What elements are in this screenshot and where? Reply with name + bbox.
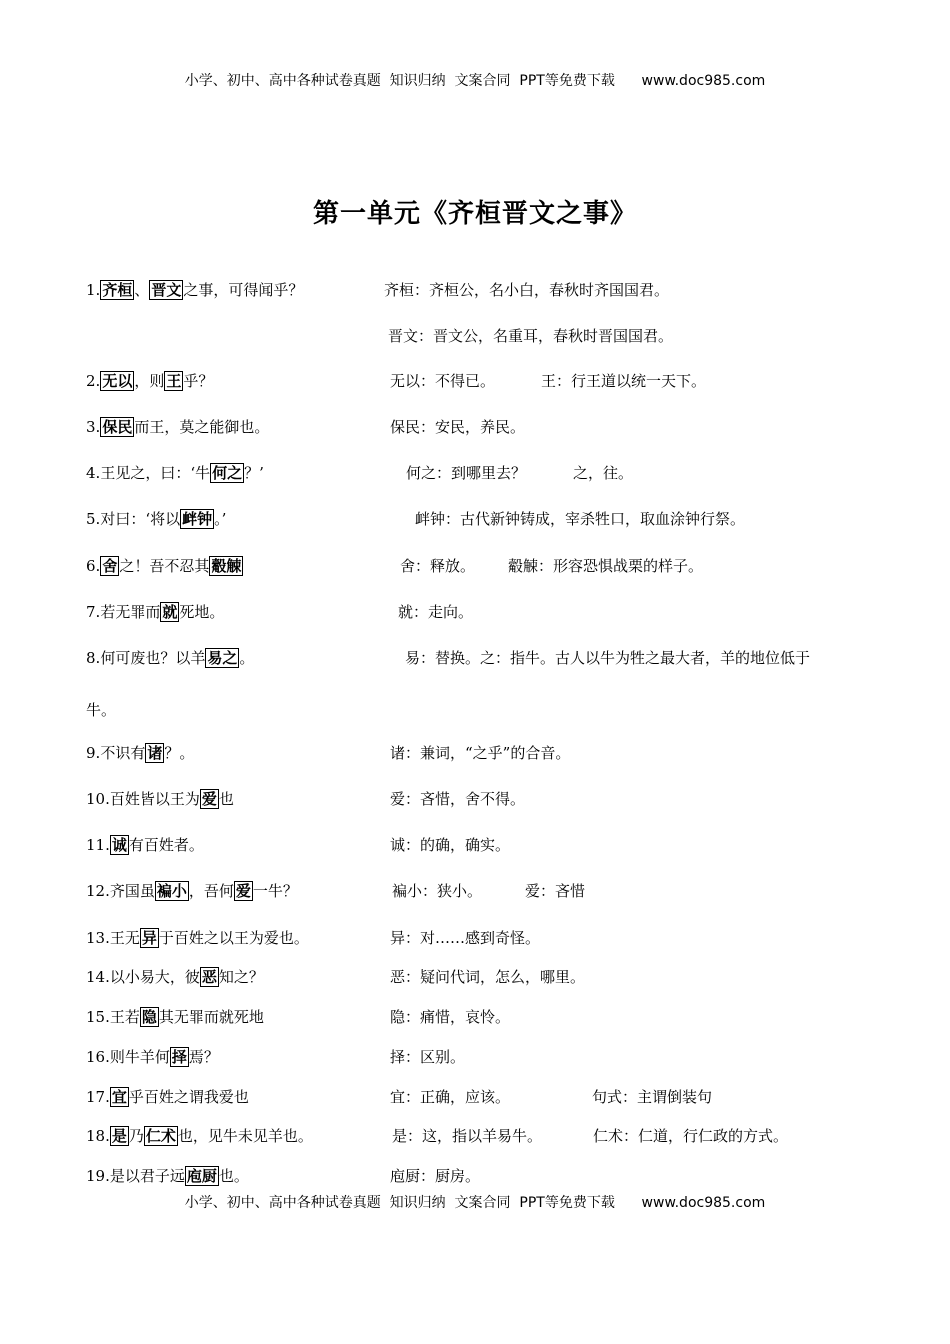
list-item [86,463,264,483]
item-text: 知之？ [218,968,264,986]
list-item [86,371,213,391]
item-text: 若无罪而 [100,603,161,621]
list-item [86,602,224,622]
answer-text: 无以：不得已。 [390,372,496,390]
boxed-term: 衅钟 [182,510,213,528]
answer-text: 是：这，指以羊易牛。 [392,1127,543,1145]
item-text: 何可废也？以羊 [100,649,206,667]
list-item [86,556,243,576]
answer-text: 衅钟：古代新钟铸成，宰杀牲口，取血涂钟行祭。 [415,510,746,528]
item-number: 4. [86,464,101,482]
item-text: ，则 [134,372,165,390]
item-number: 15. [86,1008,110,1026]
item-number: 5. [86,510,101,528]
item-text: 。 [239,649,255,667]
boxed-term: 诸 [147,744,163,762]
item-number: 3. [86,418,101,436]
answer-text: 异：对……感到奇怪。 [390,929,541,947]
item-number: 13. [86,929,110,947]
item-number: 2. [86,372,101,390]
item-text: 而王，莫之能御也。 [134,418,270,436]
boxed-term: 异 [141,929,157,947]
item-text: 以小易大，彼 [109,968,200,986]
page-header: 小学、初中、高中各种试卷真题 知识归纳 文案合同 PPT等免费下载 www.doc985.com [184,73,766,89]
list-item [86,881,298,901]
list-item [86,1087,249,1107]
answer-text: 爱：吝惜 [525,882,586,900]
item-number: 12. [86,882,110,900]
boxed-term: 无以 [102,372,133,390]
item-text: 王无 [109,929,140,947]
boxed-term: 宜 [111,1088,127,1106]
answer-text: 之，往。 [573,464,634,482]
item-text: 百姓皆以王为 [109,790,200,808]
answer-text: 爱：吝惜，舍不得。 [390,790,526,808]
item-text: 其无罪而就死地 [158,1008,264,1026]
item-text: 乃 [128,1127,144,1145]
item-text: 对曰：‘将以 [100,510,181,528]
item-text: 之！吾不忍其 [119,557,210,575]
answer-text: 庖厨：厨房。 [390,1167,481,1185]
boxed-term: 晋文 [151,281,182,299]
item-number: 14. [86,968,110,986]
item-text: 也 [218,790,234,808]
item-text: ？’ [244,464,264,482]
boxed-term: 仁术 [145,1127,176,1145]
boxed-term: 隐 [141,1008,157,1026]
item-text: 于百姓之以王为爱也。 [158,929,309,947]
answer-continuation: 牛。 [86,701,117,719]
answer-text: 宜：正确，应该。 [390,1088,511,1106]
item-number: 11. [86,836,110,854]
boxed-term: 易之 [207,649,238,667]
page-footer: 小学、初中、高中各种试卷真题 知识归纳 文案合同 PPT等免费下载 www.doc985.com [184,1195,766,1211]
boxed-term: 庖厨 [186,1167,217,1185]
boxed-term: 觳觫 [211,557,242,575]
item-number: 7. [86,603,101,621]
item-text: 、 [134,281,150,299]
list-item [86,835,204,855]
list-item [86,789,234,809]
list-item [86,743,194,763]
answer-text: 就：走向。 [398,603,474,621]
answer-text: 隐：痛惜，哀怜。 [390,1008,511,1026]
item-text: 也，见牛未见羊也。 [177,1127,313,1145]
answer-text: 何之：到哪里去？ [406,464,527,482]
item-number: 10. [86,790,110,808]
item-text: 之事，可得闻乎？ [183,281,304,299]
list-item [86,1166,249,1186]
boxed-term: 齐桓 [102,281,133,299]
boxed-term: 爱 [201,790,217,808]
item-number: 8. [86,649,101,667]
item-text: 不识有 [100,744,146,762]
answer-text: 保民：安民，养民。 [390,418,526,436]
list-item [86,648,254,668]
item-text: ，吾何 [188,882,234,900]
boxed-term: 择 [171,1048,187,1066]
boxed-term: 舍 [102,557,118,575]
item-number: 1. [86,281,101,299]
list-item [86,967,264,987]
item-text: ？。 [164,744,195,762]
item-number: 16. [86,1048,110,1066]
boxed-term: 褊小 [156,882,187,900]
answer-text: 易：替换。之：指牛。古人以牛为牲之最大者，羊的地位低于 [405,649,811,667]
list-item [86,1007,264,1027]
list-item [86,417,269,437]
item-text: 乎？ [183,372,214,390]
boxed-term: 诚 [111,836,127,854]
item-text: 齐国虽 [109,882,155,900]
item-text: 死地。 [179,603,225,621]
answer-text: 王：行王道以统一天下。 [541,372,707,390]
item-number: 19. [86,1167,110,1185]
boxed-term: 王 [166,372,182,390]
item-text: 则牛羊何 [109,1048,170,1066]
item-text: 王若 [109,1008,140,1026]
item-text: 也。 [218,1167,249,1185]
item-number: 6. [86,557,101,575]
answer-text: 齐桓：齐桓公，名小白，春秋时齐国国君。 [384,281,670,299]
answer-text: 恶：疑问代词，怎么，哪里。 [390,968,586,986]
item-text: 是以君子远 [109,1167,185,1185]
item-text: 乎百姓之谓我爱也 [128,1088,249,1106]
list-item [86,1047,219,1067]
answer-text: 仁术：仁道，行仁政的方式。 [593,1127,789,1145]
answer-text: 择：区别。 [390,1048,466,1066]
item-text: 有百姓者。 [128,836,204,854]
answer-text: 诸：兼词，“之乎”的合音。 [390,744,571,762]
boxed-term: 就 [162,603,178,621]
answer-text: 晋文：晋文公，名重耳，春秋时晋国国君。 [388,327,674,345]
item-number: 9. [86,744,101,762]
item-number: 17. [86,1088,110,1106]
answer-text: 觳觫：形容恐惧战栗的样子。 [508,557,704,575]
item-text: 一牛？ [252,882,298,900]
boxed-term: 保民 [102,418,133,436]
answer-text: 诚：的确，确实。 [390,836,511,854]
boxed-term: 是 [111,1127,127,1145]
item-text: 。’ [214,510,227,528]
answer-text: 褊小：狭小。 [392,882,483,900]
boxed-term: 何之 [212,464,243,482]
boxed-term: 爱 [235,882,251,900]
boxed-term: 恶 [201,968,217,986]
item-number: 18. [86,1127,110,1145]
list-item [86,509,226,529]
item-text: 王见之，曰：‘牛 [100,464,211,482]
answer-text: 舍：释放。 [400,557,476,575]
list-item [86,1126,313,1146]
list-item [86,928,309,948]
answer-text: 句式：主谓倒装句 [592,1088,713,1106]
item-text: 焉？ [188,1048,219,1066]
list-item [86,280,303,300]
page-title: 第一单元《齐桓晋文之事》 [312,199,637,229]
